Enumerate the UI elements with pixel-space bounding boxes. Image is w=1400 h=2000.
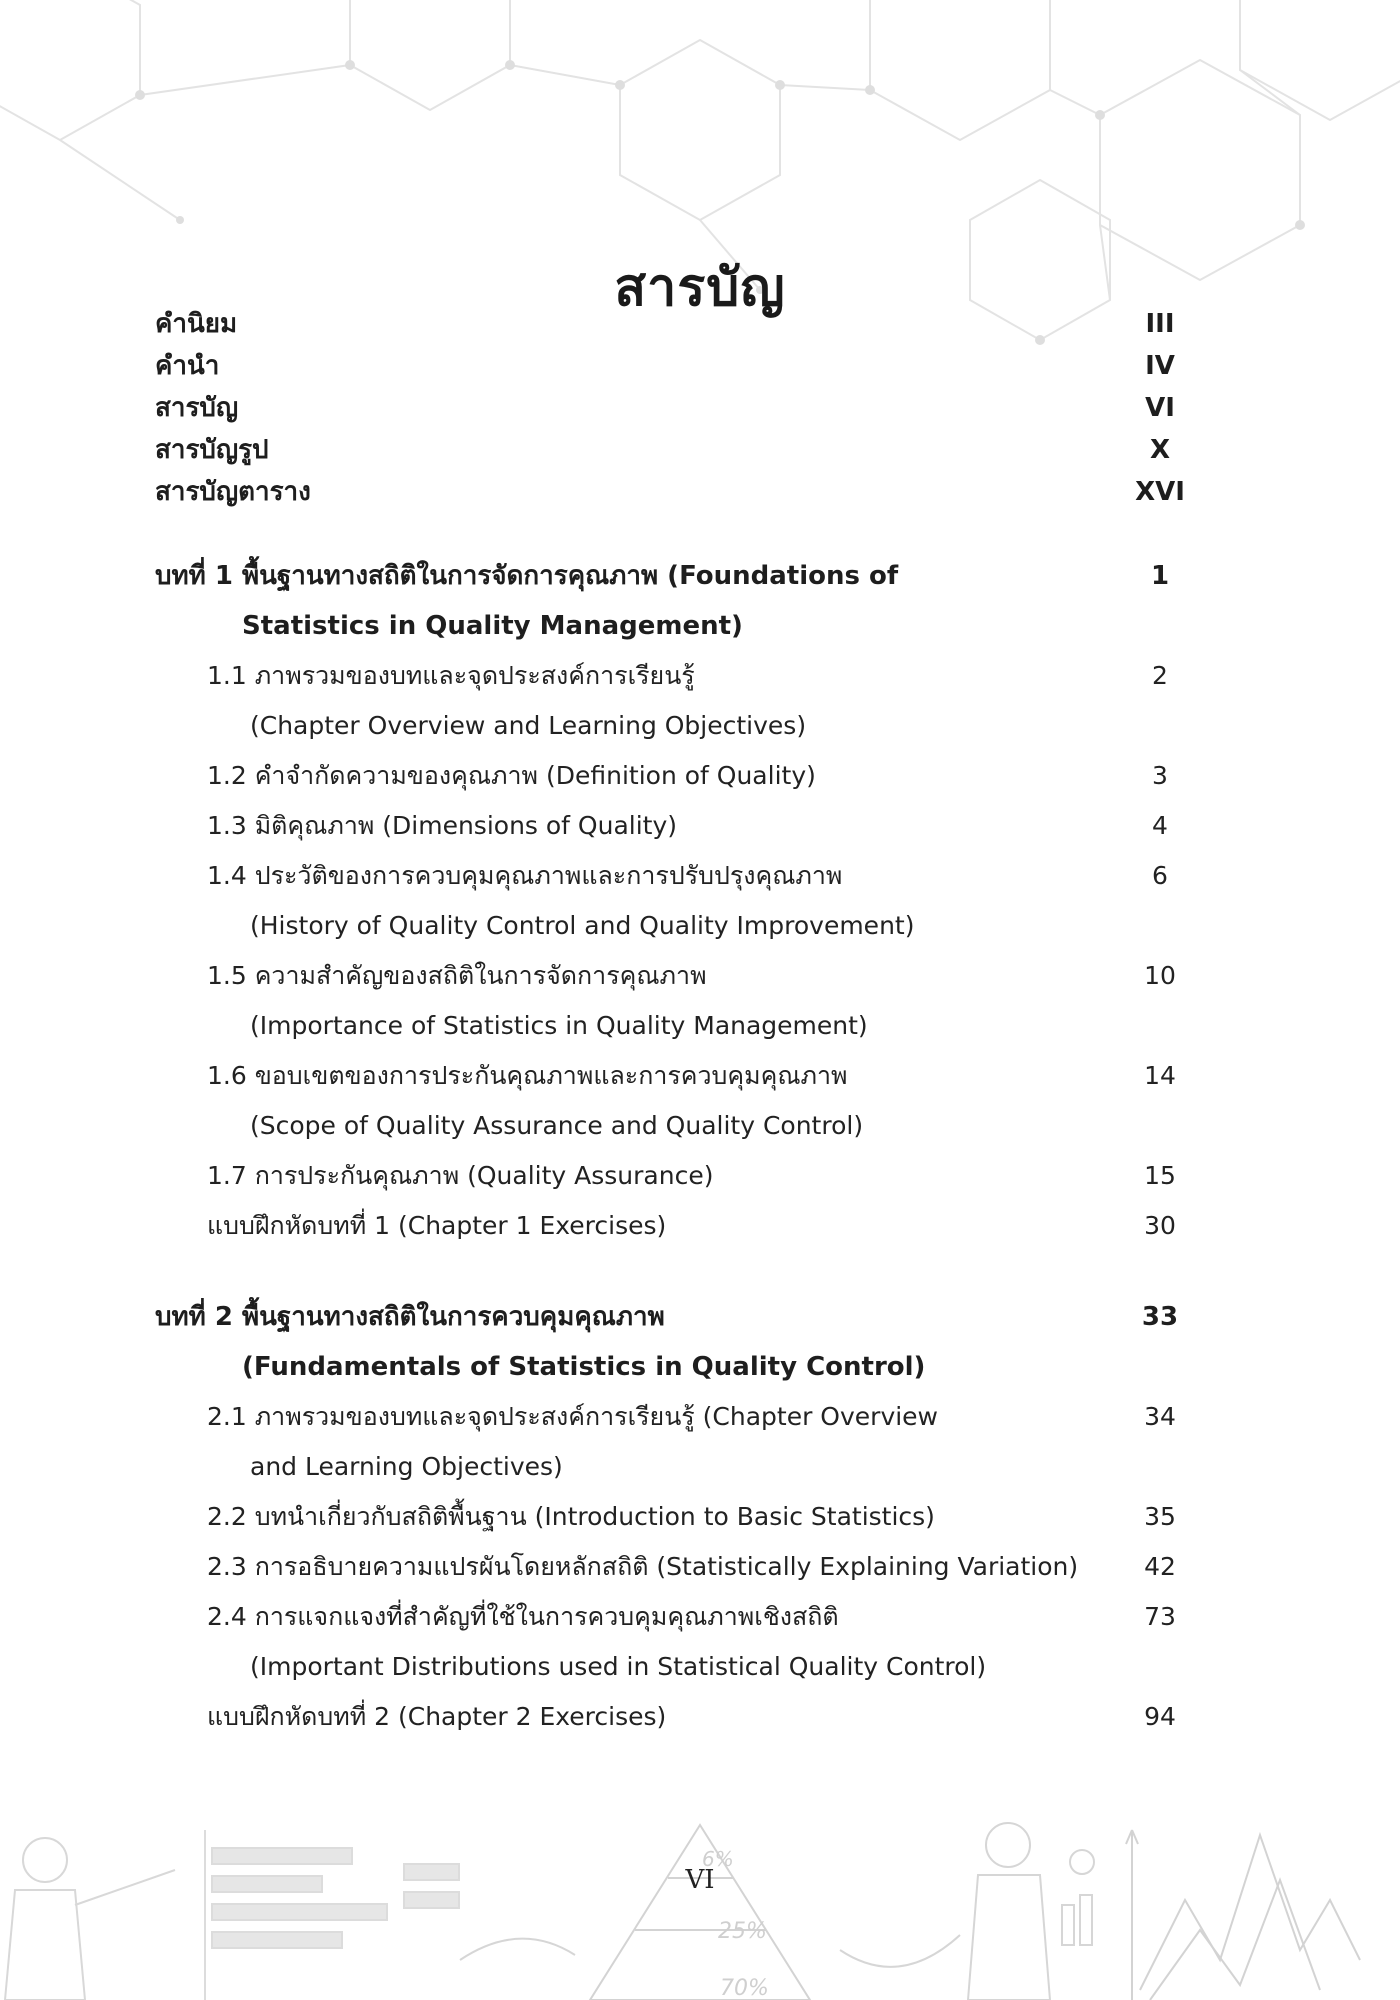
toc-entry[interactable] bbox=[155, 1051, 1205, 1101]
toc-entry-page: 14 bbox=[1144, 1061, 1176, 1090]
pyramid-label-middle: 25% bbox=[718, 1919, 767, 1944]
businessman-sketch-icon bbox=[968, 1823, 1094, 2000]
pyramid-sketch-icon bbox=[590, 1825, 810, 2000]
toc-entry-continued bbox=[155, 701, 1205, 751]
toc-entry-label: 2.2 บทนำเกี่ยวกับสถิติพื้นฐาน (Introduction to Basic Statistics) bbox=[207, 1502, 935, 1531]
toc-entry-continued bbox=[155, 1101, 1205, 1151]
toc-entry-page: IV bbox=[1145, 351, 1175, 381]
toc-entry[interactable] bbox=[155, 471, 1205, 513]
presenter-sketch-icon bbox=[5, 1838, 175, 2000]
chapter-title: บทที่ 2 พื้นฐานทางสถิติในการควบคุมคุณภาพ bbox=[155, 1302, 665, 1332]
curved-arrow-sketch-icon bbox=[840, 1935, 960, 1967]
toc-entry-page: XVI bbox=[1135, 477, 1185, 507]
toc-entry[interactable] bbox=[155, 751, 1205, 801]
toc-entry-page: 42 bbox=[1144, 1552, 1176, 1581]
chapter-1-section bbox=[155, 551, 1205, 1251]
toc-entry[interactable] bbox=[155, 951, 1205, 1001]
page-number: VI bbox=[685, 1865, 715, 1895]
toc-entry[interactable] bbox=[155, 851, 1205, 901]
chapter-2-heading-continued bbox=[155, 1342, 1205, 1392]
toc-entry-label: คำนิยม bbox=[155, 309, 238, 339]
toc-entry[interactable] bbox=[155, 429, 1205, 471]
chapter-title-continued: (Fundamentals of Statistics in Quality Control) bbox=[242, 1352, 926, 1382]
toc-entry-label: 1.3 มิติคุณภาพ (Dimensions of Quality) bbox=[207, 811, 678, 840]
toc-entry-page: 4 bbox=[1152, 811, 1168, 840]
toc-entry-label: 1.1 ภาพรวมของบทและจุดประสงค์การเรียนรู้ bbox=[207, 661, 695, 690]
arrow-sketch-icon bbox=[460, 1939, 575, 1960]
chapter-title: บทที่ 1 พื้นฐานทางสถิติในการจัดการคุณภาพ (Foundations of bbox=[155, 561, 899, 591]
toc-entry-page: 73 bbox=[1144, 1602, 1176, 1631]
toc-entry-label-continued: (Importance of Statistics in Quality Management) bbox=[250, 1011, 868, 1040]
toc-entry-label: คำนำ bbox=[155, 351, 220, 381]
chapter-page: 1 bbox=[1150, 561, 1170, 591]
toc-entry-label: สารบัญตาราง bbox=[155, 477, 311, 507]
toc-entry[interactable] bbox=[155, 1542, 1205, 1592]
toc-entry[interactable] bbox=[155, 1392, 1205, 1442]
bar-chart-sketch-icon bbox=[205, 1830, 459, 2000]
toc-entry-page: X bbox=[1149, 435, 1171, 465]
toc-entry-page: 94 bbox=[1144, 1702, 1176, 1731]
toc-entry-label-continued: (Scope of Quality Assurance and Quality Control) bbox=[250, 1111, 864, 1140]
line-graph-sketch-icon bbox=[1126, 1830, 1360, 2000]
toc-entry-label: 1.2 คำจำกัดความของคุณภาพ (Definition of Quality) bbox=[207, 761, 816, 790]
toc-entry-page: 10 bbox=[1144, 961, 1176, 990]
toc-entry[interactable] bbox=[155, 387, 1205, 429]
toc-entry-label: 2.4 การแจกแจงที่สำคัญที่ใช้ในการควบคุมคุณภาพเชิงสถิติ bbox=[207, 1602, 839, 1631]
toc-entry[interactable] bbox=[155, 1151, 1205, 1201]
toc-entry-page: 2 bbox=[1152, 661, 1168, 690]
toc-entry-continued bbox=[155, 1001, 1205, 1051]
toc-entry-label-continued: and Learning Objectives) bbox=[250, 1452, 563, 1481]
toc-entry-label-continued: (History of Quality Control and Quality Improvement) bbox=[250, 911, 915, 940]
toc-entry-label: แบบฝึกหัดบทที่ 2 (Chapter 2 Exercises) bbox=[207, 1702, 667, 1731]
chapter-title-continued: Statistics in Quality Management) bbox=[242, 611, 743, 641]
toc-entry[interactable] bbox=[155, 801, 1205, 851]
toc-entry[interactable] bbox=[155, 1492, 1205, 1542]
toc-entry-page: 30 bbox=[1144, 1211, 1176, 1240]
toc-entry[interactable] bbox=[155, 651, 1205, 701]
toc-entry-label: 1.4 ประวัติของการควบคุมคุณภาพและการปรับปรุงคุณภาพ bbox=[207, 861, 843, 890]
toc-entry[interactable] bbox=[155, 345, 1205, 387]
toc-entry-label-continued: (Chapter Overview and Learning Objectives) bbox=[250, 711, 807, 740]
toc-entry[interactable] bbox=[155, 1592, 1205, 1642]
toc-entry[interactable] bbox=[155, 303, 1205, 345]
toc-entry-page: 35 bbox=[1144, 1502, 1176, 1531]
toc-entry-page: III bbox=[1145, 309, 1175, 339]
toc-entry-page: VI bbox=[1145, 393, 1175, 423]
toc-entry-label: แบบฝึกหัดบทที่ 1 (Chapter 1 Exercises) bbox=[207, 1211, 667, 1240]
toc-entry-label: สารบัญรูป bbox=[155, 435, 269, 465]
toc-entry-page: 15 bbox=[1144, 1161, 1176, 1190]
toc-entry-continued bbox=[155, 901, 1205, 951]
toc-entry-label: 1.6 ขอบเขตของการประกันคุณภาพและการควบคุมคุณภาพ bbox=[207, 1061, 848, 1090]
toc-entry-label: 1.7 การประกันคุณภาพ (Quality Assurance) bbox=[207, 1161, 714, 1190]
chapter-1-heading[interactable] bbox=[155, 551, 1205, 601]
toc-entry-page: 34 bbox=[1144, 1402, 1176, 1431]
toc-entry-exercises[interactable] bbox=[155, 1692, 1205, 1742]
toc-entry-label: 1.5 ความสำคัญของสถิติในการจัดการคุณภาพ bbox=[207, 961, 707, 990]
pyramid-label-top: 6% bbox=[702, 1847, 734, 1871]
chapter-2-section bbox=[155, 1292, 1205, 1742]
toc-entry-exercises[interactable] bbox=[155, 1201, 1205, 1251]
chapter-page: 33 bbox=[1141, 1302, 1179, 1332]
front-matter-list bbox=[155, 303, 1205, 513]
toc-entry-page: 6 bbox=[1152, 861, 1168, 890]
toc-entry-continued bbox=[155, 1442, 1205, 1492]
toc-entry-label: 2.1 ภาพรวมของบทและจุดประสงค์การเรียนรู้ (Chapter Overview bbox=[207, 1402, 939, 1431]
toc-entry-page: 3 bbox=[1152, 761, 1168, 790]
pyramid-label-bottom: 70% bbox=[720, 1976, 769, 2000]
toc-entry-label: สารบัญ bbox=[155, 393, 239, 423]
toc-entry-label: 2.3 การอธิบายความแปรผันโดยหลักสถิติ (Statistically Explaining Variation) bbox=[207, 1552, 1079, 1581]
toc-entry-label-continued: (Important Distributions used in Statistical Quality Control) bbox=[250, 1652, 987, 1681]
page-title: สารบัญ bbox=[614, 257, 786, 318]
chapter-1-heading-continued bbox=[155, 601, 1205, 651]
chapter-2-heading[interactable] bbox=[155, 1292, 1205, 1342]
toc-entry-continued bbox=[155, 1642, 1205, 1692]
